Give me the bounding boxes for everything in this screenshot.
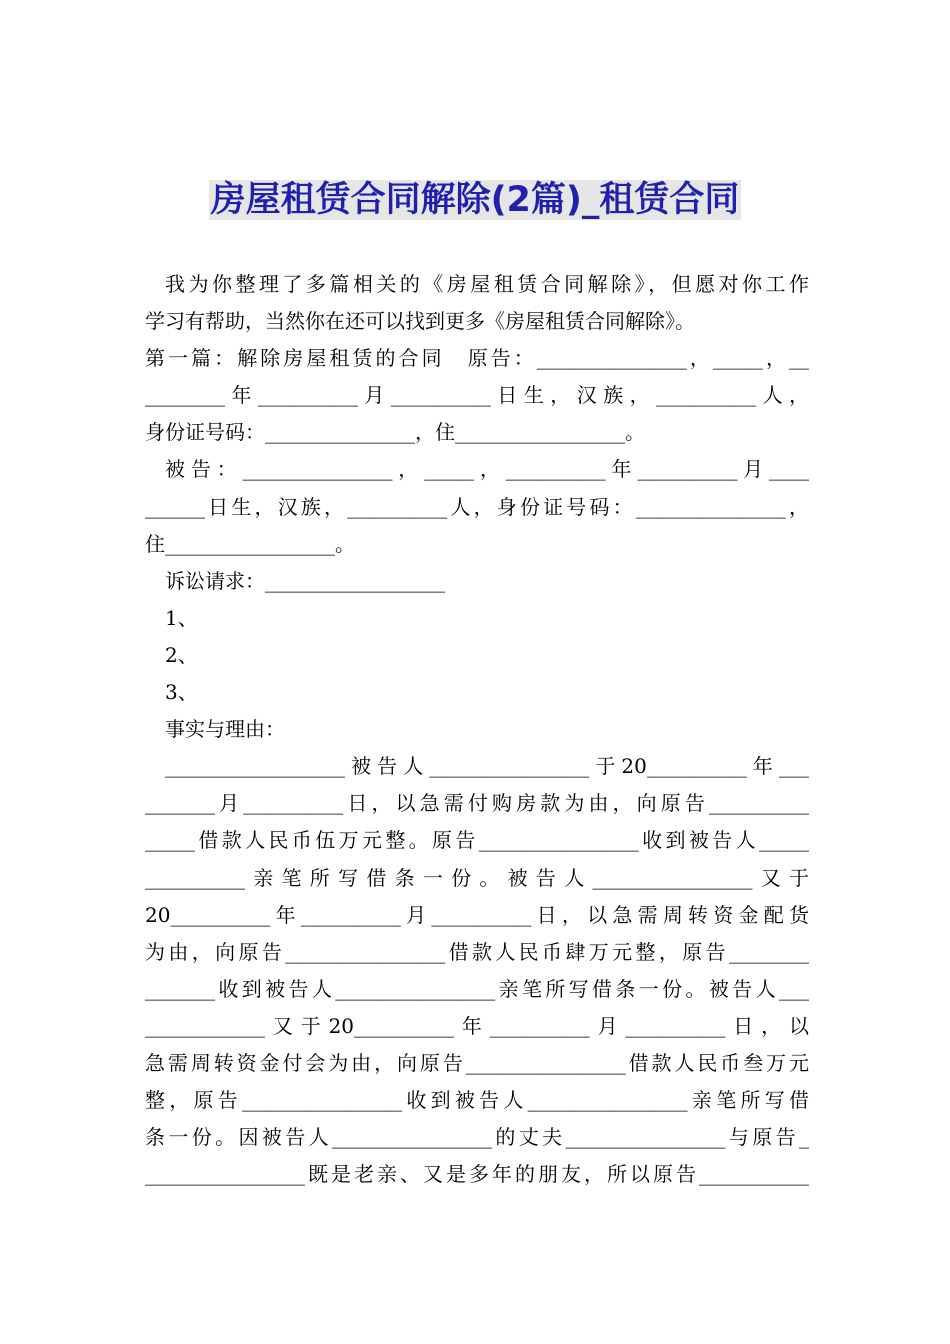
list-item: 3、 [165, 680, 198, 705]
paragraph-line: 急需周转资金付会为由，向原告________________借款人民币叁万元 [145, 1050, 809, 1075]
paragraph-line: 第一篇：解除房屋租赁的合同 原告：_______________，_____，__ [145, 346, 809, 371]
paragraph-line: 我为你整理了多篇相关的《房屋租赁合同解除》，但愿对你工作 [165, 272, 809, 296]
paragraph-line: 学习有帮助，当然你在还可以找到更多《房屋租赁合同解除》。 [145, 309, 695, 334]
paragraph-line: ________年__________月__________日生，汉族，__________人， [145, 383, 809, 408]
paragraph-line: __________________被告人________________于20__________年___ [165, 754, 809, 779]
list-item: 2、 [165, 642, 198, 667]
paragraph-line: 诉讼请求：__________________ [165, 568, 445, 593]
document-title [0, 176, 950, 224]
paragraph-line: _____借款人民币伍万元整。原告________________收到被告人_____ [145, 828, 809, 853]
paragraph-line: ________________既是老亲、又是多年的朋友，所以原告___________ [145, 1162, 809, 1187]
list-item: 1、 [165, 605, 198, 630]
paragraph-line: _______收到被告人________________亲笔所写借条一份。被告人___ [145, 976, 809, 1001]
paragraph-line: 为由，向原告________________借款人民币肆万元整，原告________ [145, 939, 809, 964]
paragraph-line: 住_________________。 [145, 531, 355, 556]
paragraph-line: __________亲笔所写借条一份。被告人________________又于 [145, 865, 809, 890]
paragraph-line: _______月__________日，以急需付购房款为由，向原告__________ [145, 791, 809, 816]
document-body [145, 266, 809, 1193]
paragraph-line: 被告：_______________，_____，__________年__________月____ [165, 457, 809, 482]
paragraph-line: 事实与理由： [165, 717, 285, 742]
paragraph-line: ______日生，汉族，__________人，身份证号码：_______________， [145, 494, 809, 519]
paragraph-line: 20__________年__________月__________日，以急需周转资金配货 [145, 902, 809, 927]
paragraph-line: 整，原告________________收到被告人________________亲笔所写借 [145, 1088, 809, 1113]
document-title-text: 房屋租赁合同解除(2篇)_租赁合同 [210, 180, 740, 220]
paragraph-line: 身份证号码：_______________，住_________________。 [145, 420, 645, 445]
paragraph-line: 条一份。因被告人________________的丈夫________________与原告_ [145, 1125, 809, 1150]
paragraph-line: ____________又于20__________年__________月__________日，以 [145, 1013, 809, 1038]
